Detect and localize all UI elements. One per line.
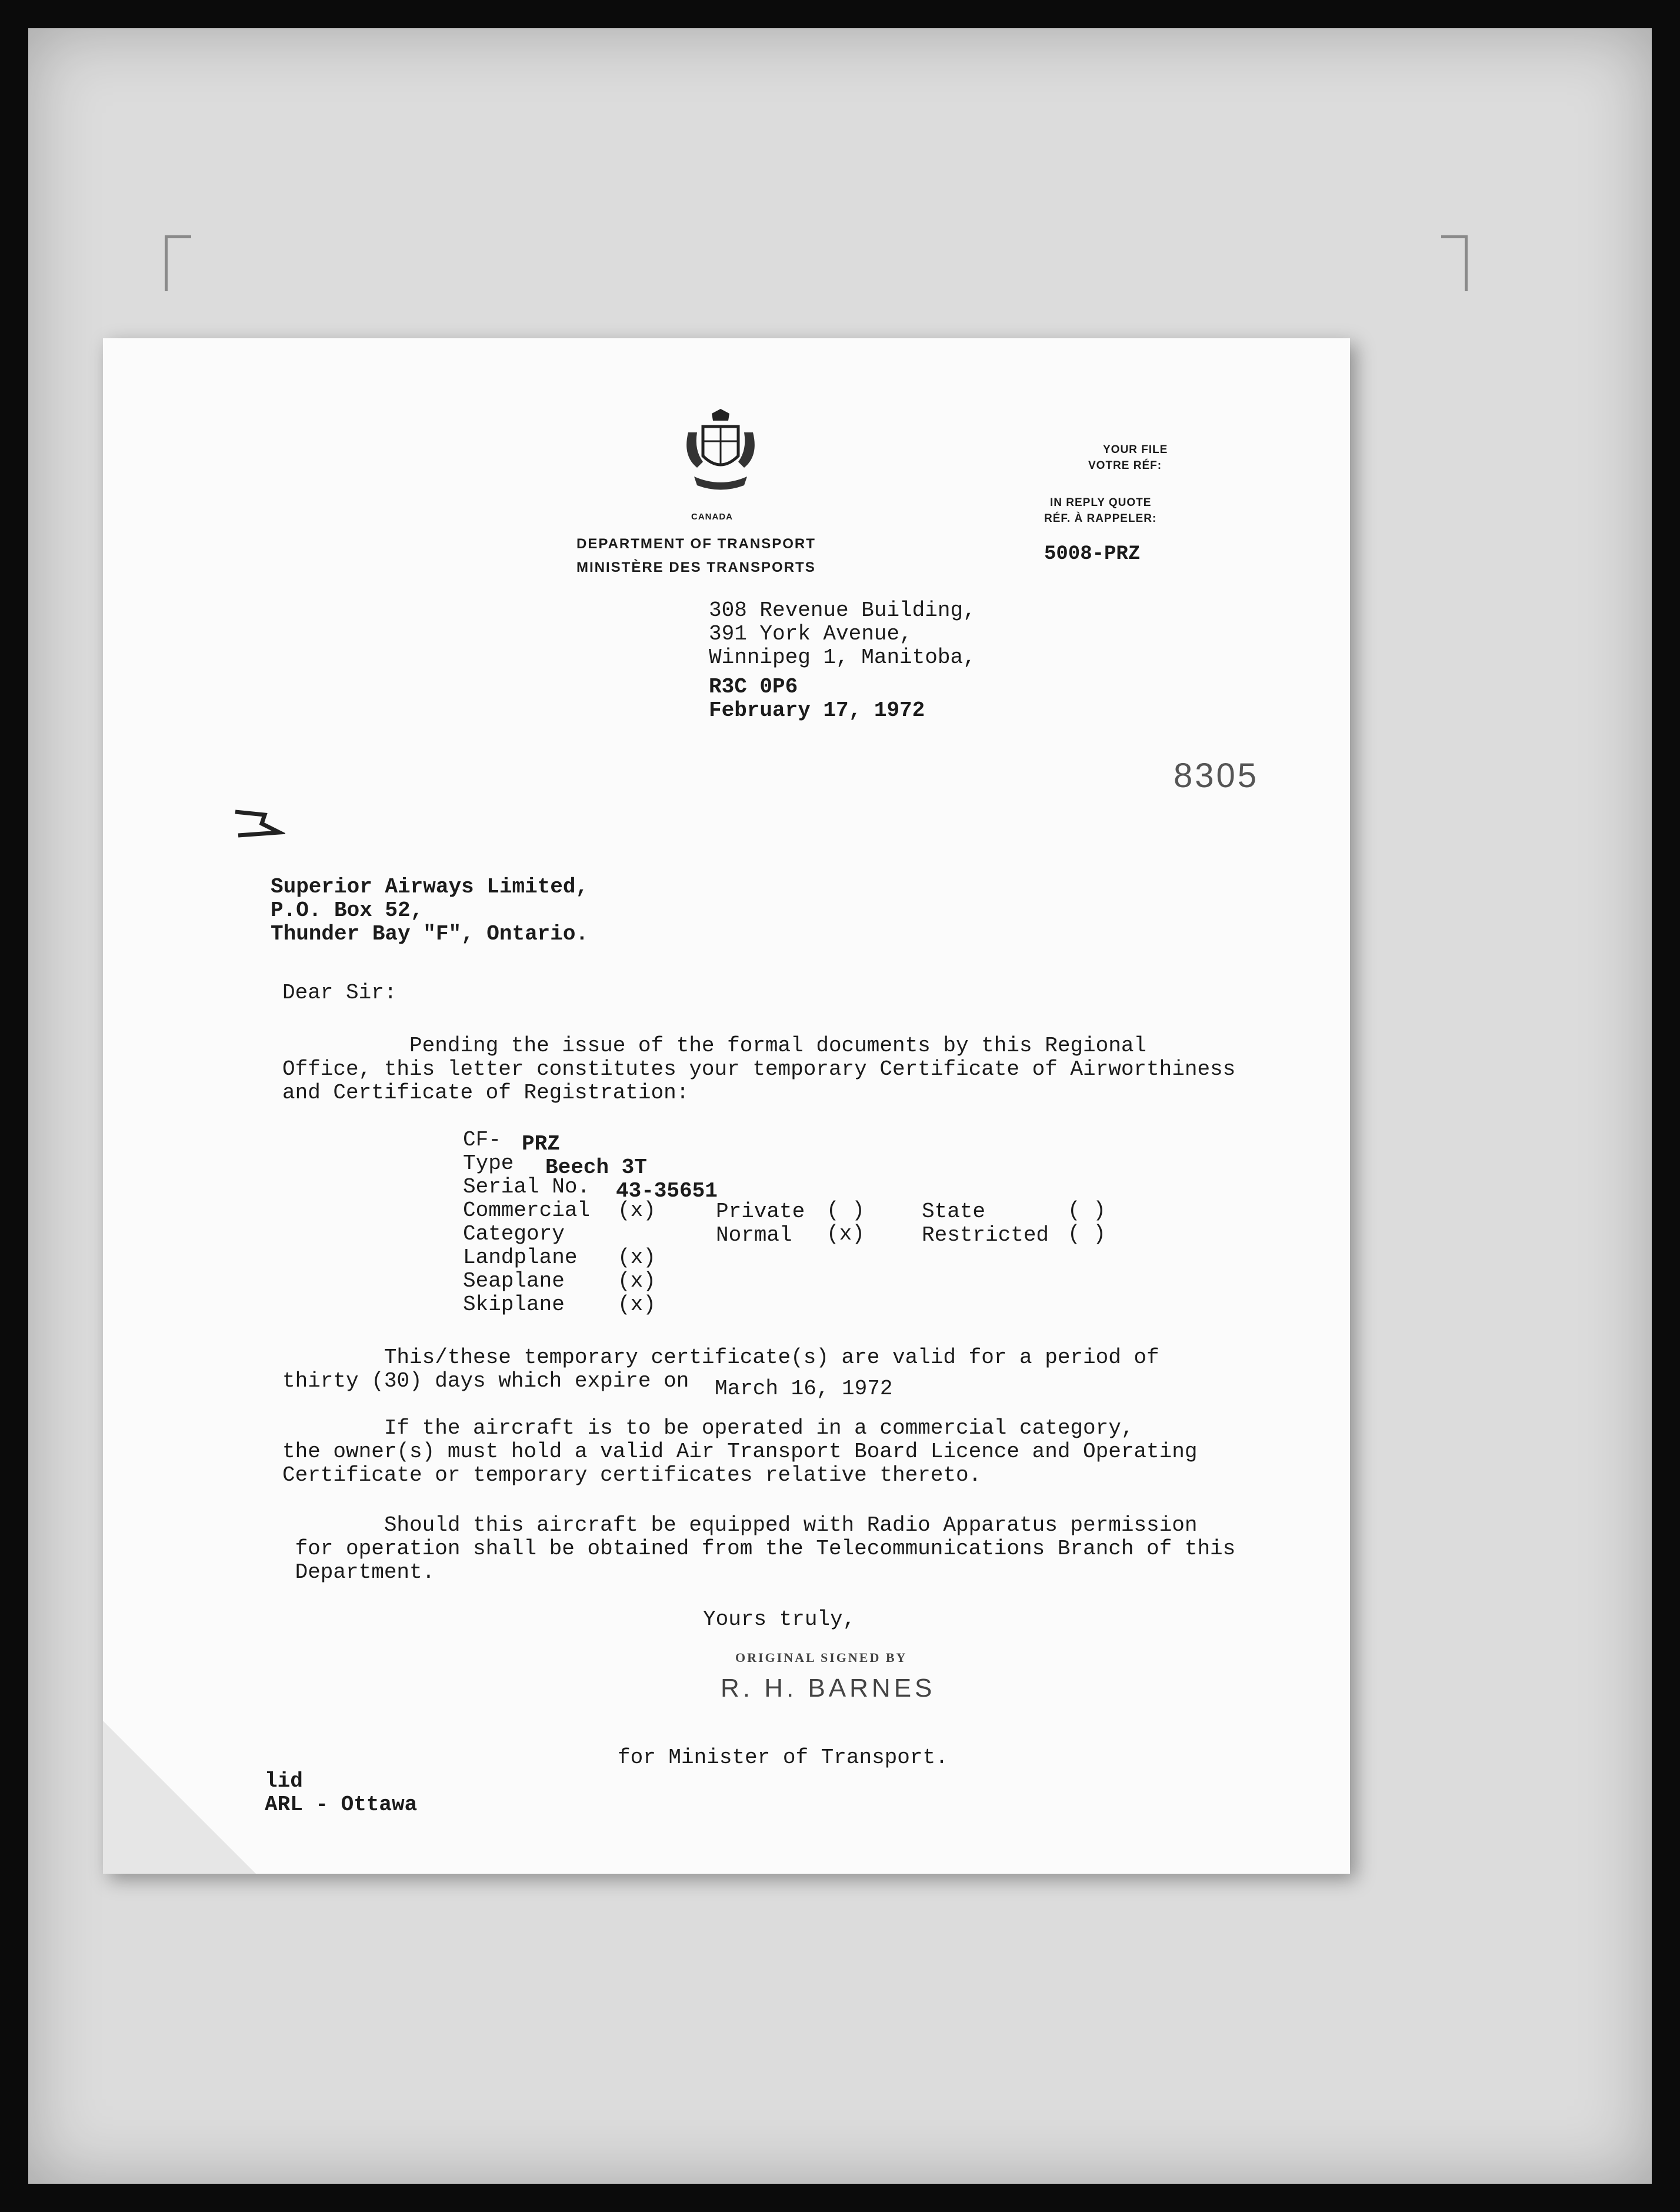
letter-page <box>103 338 1350 1874</box>
reply-quote-label-en: IN REPLY QUOTE <box>1050 497 1152 509</box>
paragraph-2-line-2: thirty (30) days which expire on <box>282 1369 689 1393</box>
paragraph-1-line-2: Office, this letter constitutes your temporary Certificate of Airworthiness <box>282 1057 1236 1081</box>
file-number: 8305 <box>1174 757 1259 795</box>
paragraph-3-line-1: If the aircraft is to be operated in a commercial category, <box>282 1416 1134 1440</box>
handwritten-mark-icon <box>232 809 285 838</box>
crop-mark-top-left <box>165 235 191 291</box>
country-label: CANADA <box>691 512 733 522</box>
paragraph-4-line-3: Department. <box>282 1560 435 1584</box>
reference-number: 5008-PRZ <box>1044 543 1141 565</box>
crop-mark-top-right <box>1441 235 1468 291</box>
carbon-copy: ARL - Ottawa <box>265 1793 418 1817</box>
expiry-date: March 16, 1972 <box>715 1377 893 1401</box>
reply-quote-label-fr: RÉF. À RAPPELER: <box>1044 512 1157 525</box>
closing: Yours truly, <box>703 1607 856 1631</box>
type-label: Type <box>463 1151 514 1175</box>
paragraph-1-line-3: and Certificate of Registration: <box>282 1081 689 1105</box>
department-name-fr: MINISTÈRE DES TRANSPORTS <box>576 559 816 575</box>
landplane-checkbox: (x) <box>618 1245 656 1270</box>
address-line-3: Winnipeg 1, Manitoba, <box>709 645 976 669</box>
department-name-en: DEPARTMENT OF TRANSPORT <box>576 536 816 552</box>
signature-stamp-name: R. H. BARNES <box>721 1674 936 1703</box>
your-file-label-en: YOUR FILE <box>1103 444 1168 456</box>
paragraph-1-line-1: Pending the issue of the formal documents by this Regional <box>282 1034 1147 1058</box>
landplane-label: Landplane <box>463 1245 578 1270</box>
serial-label: Serial No. <box>463 1175 591 1199</box>
restricted-checkbox: ( ) <box>1068 1222 1106 1246</box>
typist-initials: lid <box>265 1769 303 1793</box>
category-label: Category <box>463 1222 565 1246</box>
commercial-label: Commercial <box>463 1198 591 1222</box>
skiplane-label: Skiplane <box>463 1292 565 1317</box>
cf-value: PRZ <box>522 1132 560 1156</box>
address-postal-code: R3C 0P6 <box>709 675 798 699</box>
salutation: Dear Sir: <box>282 981 397 1005</box>
paragraph-3-line-2: the owner(s) must hold a valid Air Transport Board Licence and Operating <box>282 1440 1198 1464</box>
state-label: State <box>922 1200 986 1224</box>
coat-of-arms-icon <box>682 409 759 497</box>
paragraph-3-line-3: Certificate or temporary certificates relative thereto. <box>282 1463 982 1487</box>
commercial-checkbox: (x) <box>618 1198 656 1222</box>
recipient-box: P.O. Box 52, <box>271 898 424 922</box>
recipient-name: Superior Airways Limited, <box>271 875 589 899</box>
signature-stamp-caption: ORIGINAL SIGNED BY <box>735 1650 908 1665</box>
paragraph-4-line-2: for operation shall be obtained from the Telecommunications Branch of this <box>282 1537 1236 1561</box>
letter-date: February 17, 1972 <box>709 698 925 722</box>
address-line-2: 391 York Avenue, <box>709 622 912 646</box>
paragraph-2-line-1: This/these temporary certificate(s) are valid for a period of <box>282 1345 1159 1370</box>
address-line-1: 308 Revenue Building, <box>709 598 976 622</box>
private-checkbox: ( ) <box>826 1198 865 1222</box>
cf-label: CF- <box>463 1128 501 1152</box>
seaplane-checkbox: (x) <box>618 1269 656 1293</box>
folded-corner <box>103 1721 256 1874</box>
seaplane-label: Seaplane <box>463 1269 565 1293</box>
restricted-label: Restricted <box>922 1223 1049 1247</box>
signature-block: for Minister of Transport. <box>618 1745 948 1770</box>
type-value: Beech 3T <box>545 1155 647 1180</box>
your-file-label-fr: VOTRE RÉF: <box>1088 459 1162 472</box>
serial-value: 43-35651 <box>616 1179 718 1203</box>
paragraph-4-line-1: Should this aircraft be equipped with Radio Apparatus permission <box>282 1513 1198 1537</box>
normal-label: Normal <box>716 1223 792 1247</box>
skiplane-checkbox: (x) <box>618 1292 656 1317</box>
private-label: Private <box>716 1200 805 1224</box>
recipient-city: Thunder Bay "F", Ontario. <box>271 922 589 946</box>
normal-checkbox: (x) <box>826 1222 865 1246</box>
state-checkbox: ( ) <box>1068 1198 1106 1222</box>
